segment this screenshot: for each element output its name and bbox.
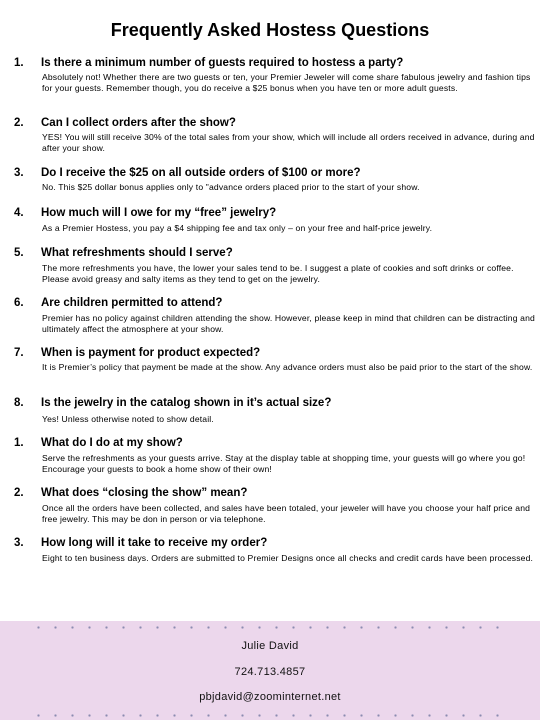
faq-answer: Serve the refreshments as your guests arrive. Stay at the display table at shopping time, your guests will go where you go! Encourage your guests to book a home show of their own! bbox=[42, 453, 526, 474]
faq-number: 1. bbox=[14, 437, 24, 449]
faq-answer: Yes! Unless otherwise noted to show detail. bbox=[42, 414, 214, 424]
faq-number: 7. bbox=[14, 347, 24, 359]
faq-answer: Once all the orders have been collected, and sales have been totaled, your jeweler will have you choose your half price and free jewelry. This may be don in person or via telephone. bbox=[42, 503, 531, 524]
faq-question: How much will I owe for my “free” jewelry? bbox=[41, 207, 277, 219]
faq-number: 2. bbox=[14, 117, 24, 129]
faq-number: 8. bbox=[14, 397, 24, 409]
faq-question: Are children permitted to attend? bbox=[41, 297, 223, 309]
faq-question: Is there a minimum number of guests required to hostess a party? bbox=[41, 57, 404, 69]
faq-answer: No. This $25 dollar bonus applies only to "advance orders placed prior to the start of your show. bbox=[42, 182, 420, 192]
faq-question: When is payment for product expected? bbox=[41, 347, 261, 359]
faq-question: What does “closing the show” mean? bbox=[41, 487, 248, 499]
faq-question: What refreshments should I serve? bbox=[41, 247, 233, 259]
faq-answer: Absolutely not! Whether there are two guests or ten, your Premier Jeweler will come share fabulous jewelry and fashion tips for your guests. Remember though, you do receive a $25 bonus when you have ten or more adult guests. bbox=[42, 72, 531, 93]
faq-question: Do I receive the $25 on all outside orders of $100 or more? bbox=[41, 167, 361, 179]
faq-number: 3. bbox=[14, 167, 24, 179]
faq-number: 1. bbox=[14, 57, 24, 69]
faq-question: Is the jewelry in the catalog shown in it’s actual size? bbox=[41, 397, 332, 409]
faq-answer: Eight to ten business days. Orders are submitted to Premier Designs once all checks and credit cards have been processed. bbox=[42, 553, 534, 563]
faq-answer: YES! You will still receive 30% of the total sales from your show, which will include all orders received in advance, during and after your show. bbox=[42, 132, 535, 153]
faq-number: 3. bbox=[14, 537, 24, 549]
faq-question: What do I do at my show? bbox=[41, 437, 183, 449]
faq-number: 2. bbox=[14, 487, 24, 499]
faq-answer: As a Premier Hostess, you pay a $4 shipping fee and tax only – on your free and half-price jewelry. bbox=[42, 223, 433, 233]
contact-name: Julie David bbox=[241, 640, 299, 652]
dotted-border-top bbox=[30, 626, 510, 629]
faq-number: 5. bbox=[14, 247, 24, 259]
faq-answer: Premier has no policy against children attending the show. However, please keep in mind that children can be distracting and ultimately affect the atmosphere at your show. bbox=[42, 313, 535, 334]
contact-phone: 724.713.4857 bbox=[234, 666, 306, 678]
faq-answer: It is Premier’s policy that payment be made at the show. Any advance orders must also be paid prior to the start of the show. bbox=[42, 362, 533, 372]
contact-footer bbox=[0, 621, 540, 720]
faq-number: 6. bbox=[14, 297, 24, 309]
contact-email[interactable]: pbjdavid@zoominternet.net bbox=[199, 691, 341, 703]
dotted-border-bottom bbox=[30, 714, 510, 717]
faq-number: 4. bbox=[14, 207, 24, 219]
faq-answer: The more refreshments you have, the lower your sales tend to be. I suggest a plate of cookies and soft drinks or coffee. Please avoid greasy and salty items as they tend to get on the jewelry. bbox=[42, 263, 514, 284]
faq-question: Can I collect orders after the show? bbox=[41, 117, 236, 129]
faq-question: How long will it take to receive my order? bbox=[41, 537, 268, 549]
page-title: Frequently Asked Hostess Questions bbox=[110, 20, 430, 40]
